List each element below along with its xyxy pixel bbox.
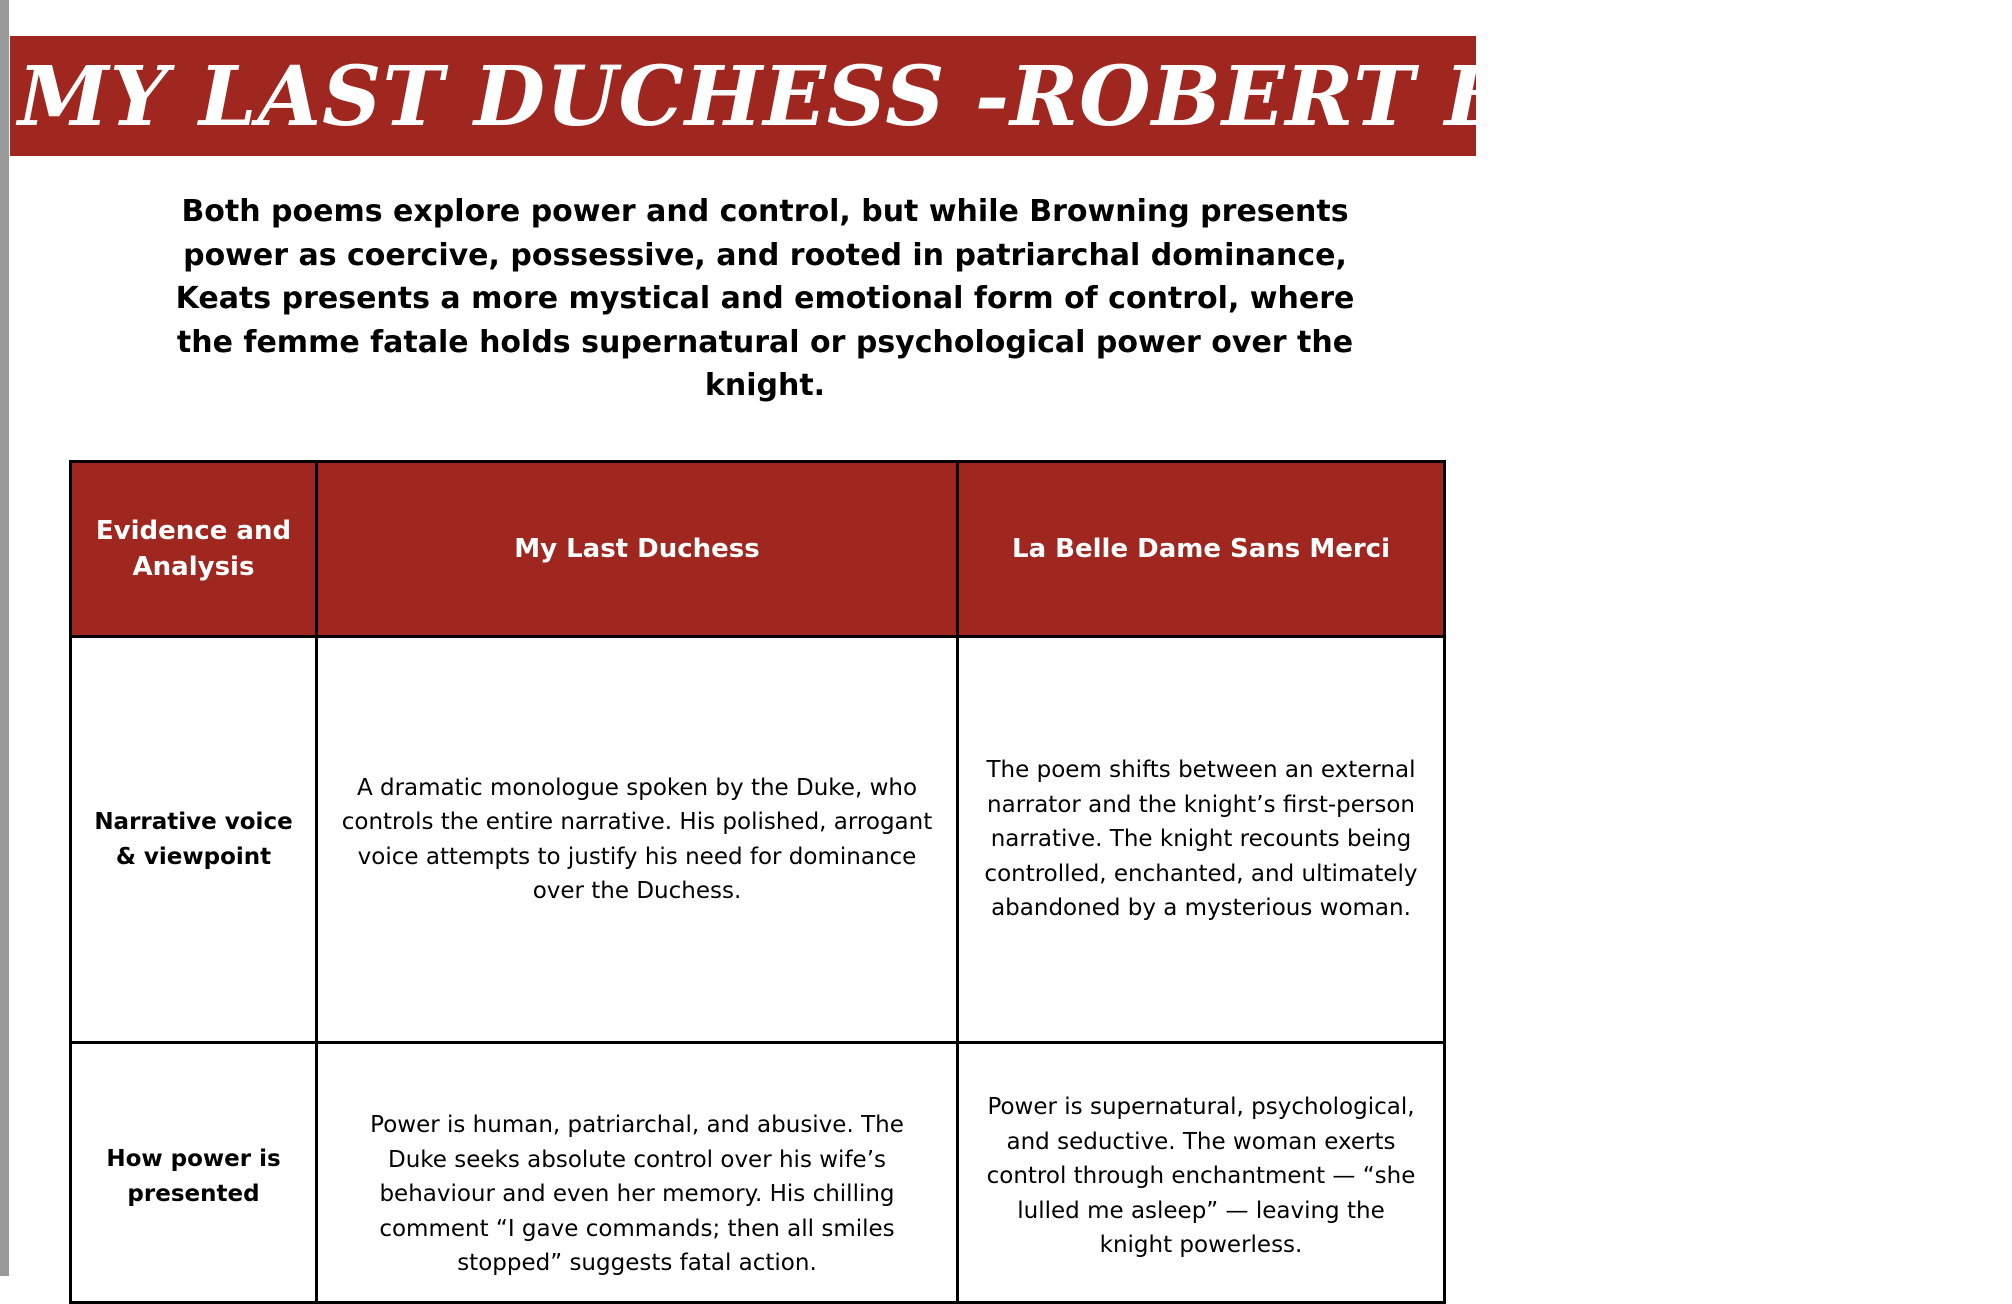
table-row [71, 1043, 1445, 1303]
cell-la-belle-dame-power: Power is supernatural, psychological, and seductive. The woman exerts control through enchantment — “she lulled me asleep” — leaving the knight powerless. [958, 1043, 1445, 1303]
cell-my-last-duchess-power: Power is human, patriarchal, and abusive. The Duke seeks absolute control over his wife’s behaviour and even her memory. His chilling comment “I gave commands; then all smiles stopped” suggests fatal action. [317, 1043, 958, 1303]
page-title: MY LAST DUCHESS -ROBERT BROWNING [18, 49, 2012, 145]
title-banner [10, 36, 2012, 156]
row-label-narrative-voice: Narrative voice & viewpoint [71, 637, 317, 1043]
header-evidence-analysis: Evidence and Analysis [71, 462, 317, 637]
comparison-table [69, 460, 1446, 1304]
page-left-edge [0, 0, 9, 1276]
table-row [71, 637, 1445, 1043]
cell-la-belle-dame-narrative: The poem shifts between an external narrator and the knight’s first-person narrative. The knight recounts being controlled, enchanted, and ultimately abandoned by a mysterious woman. [958, 637, 1445, 1043]
header-my-last-duchess: My Last Duchess [317, 462, 958, 637]
cell-my-last-duchess-narrative: A dramatic monologue spoken by the Duke, who controls the entire narrative. His polished, arrogant voice attempts to justify his need for dominance over the Duchess. [317, 637, 958, 1043]
row-label-power: How power is presented [71, 1043, 317, 1303]
table-header-row [71, 462, 1445, 637]
intro-paragraph: Both poems explore power and control, but while Browning presents power as coercive, possessive, and rooted in patriarchal dominance, Keats presents a more mystical and emotional form of control, where the femme fatale holds supernatural or psychological power over the knight. [175, 194, 1355, 403]
header-la-belle-dame: La Belle Dame Sans Merci [958, 462, 1445, 637]
